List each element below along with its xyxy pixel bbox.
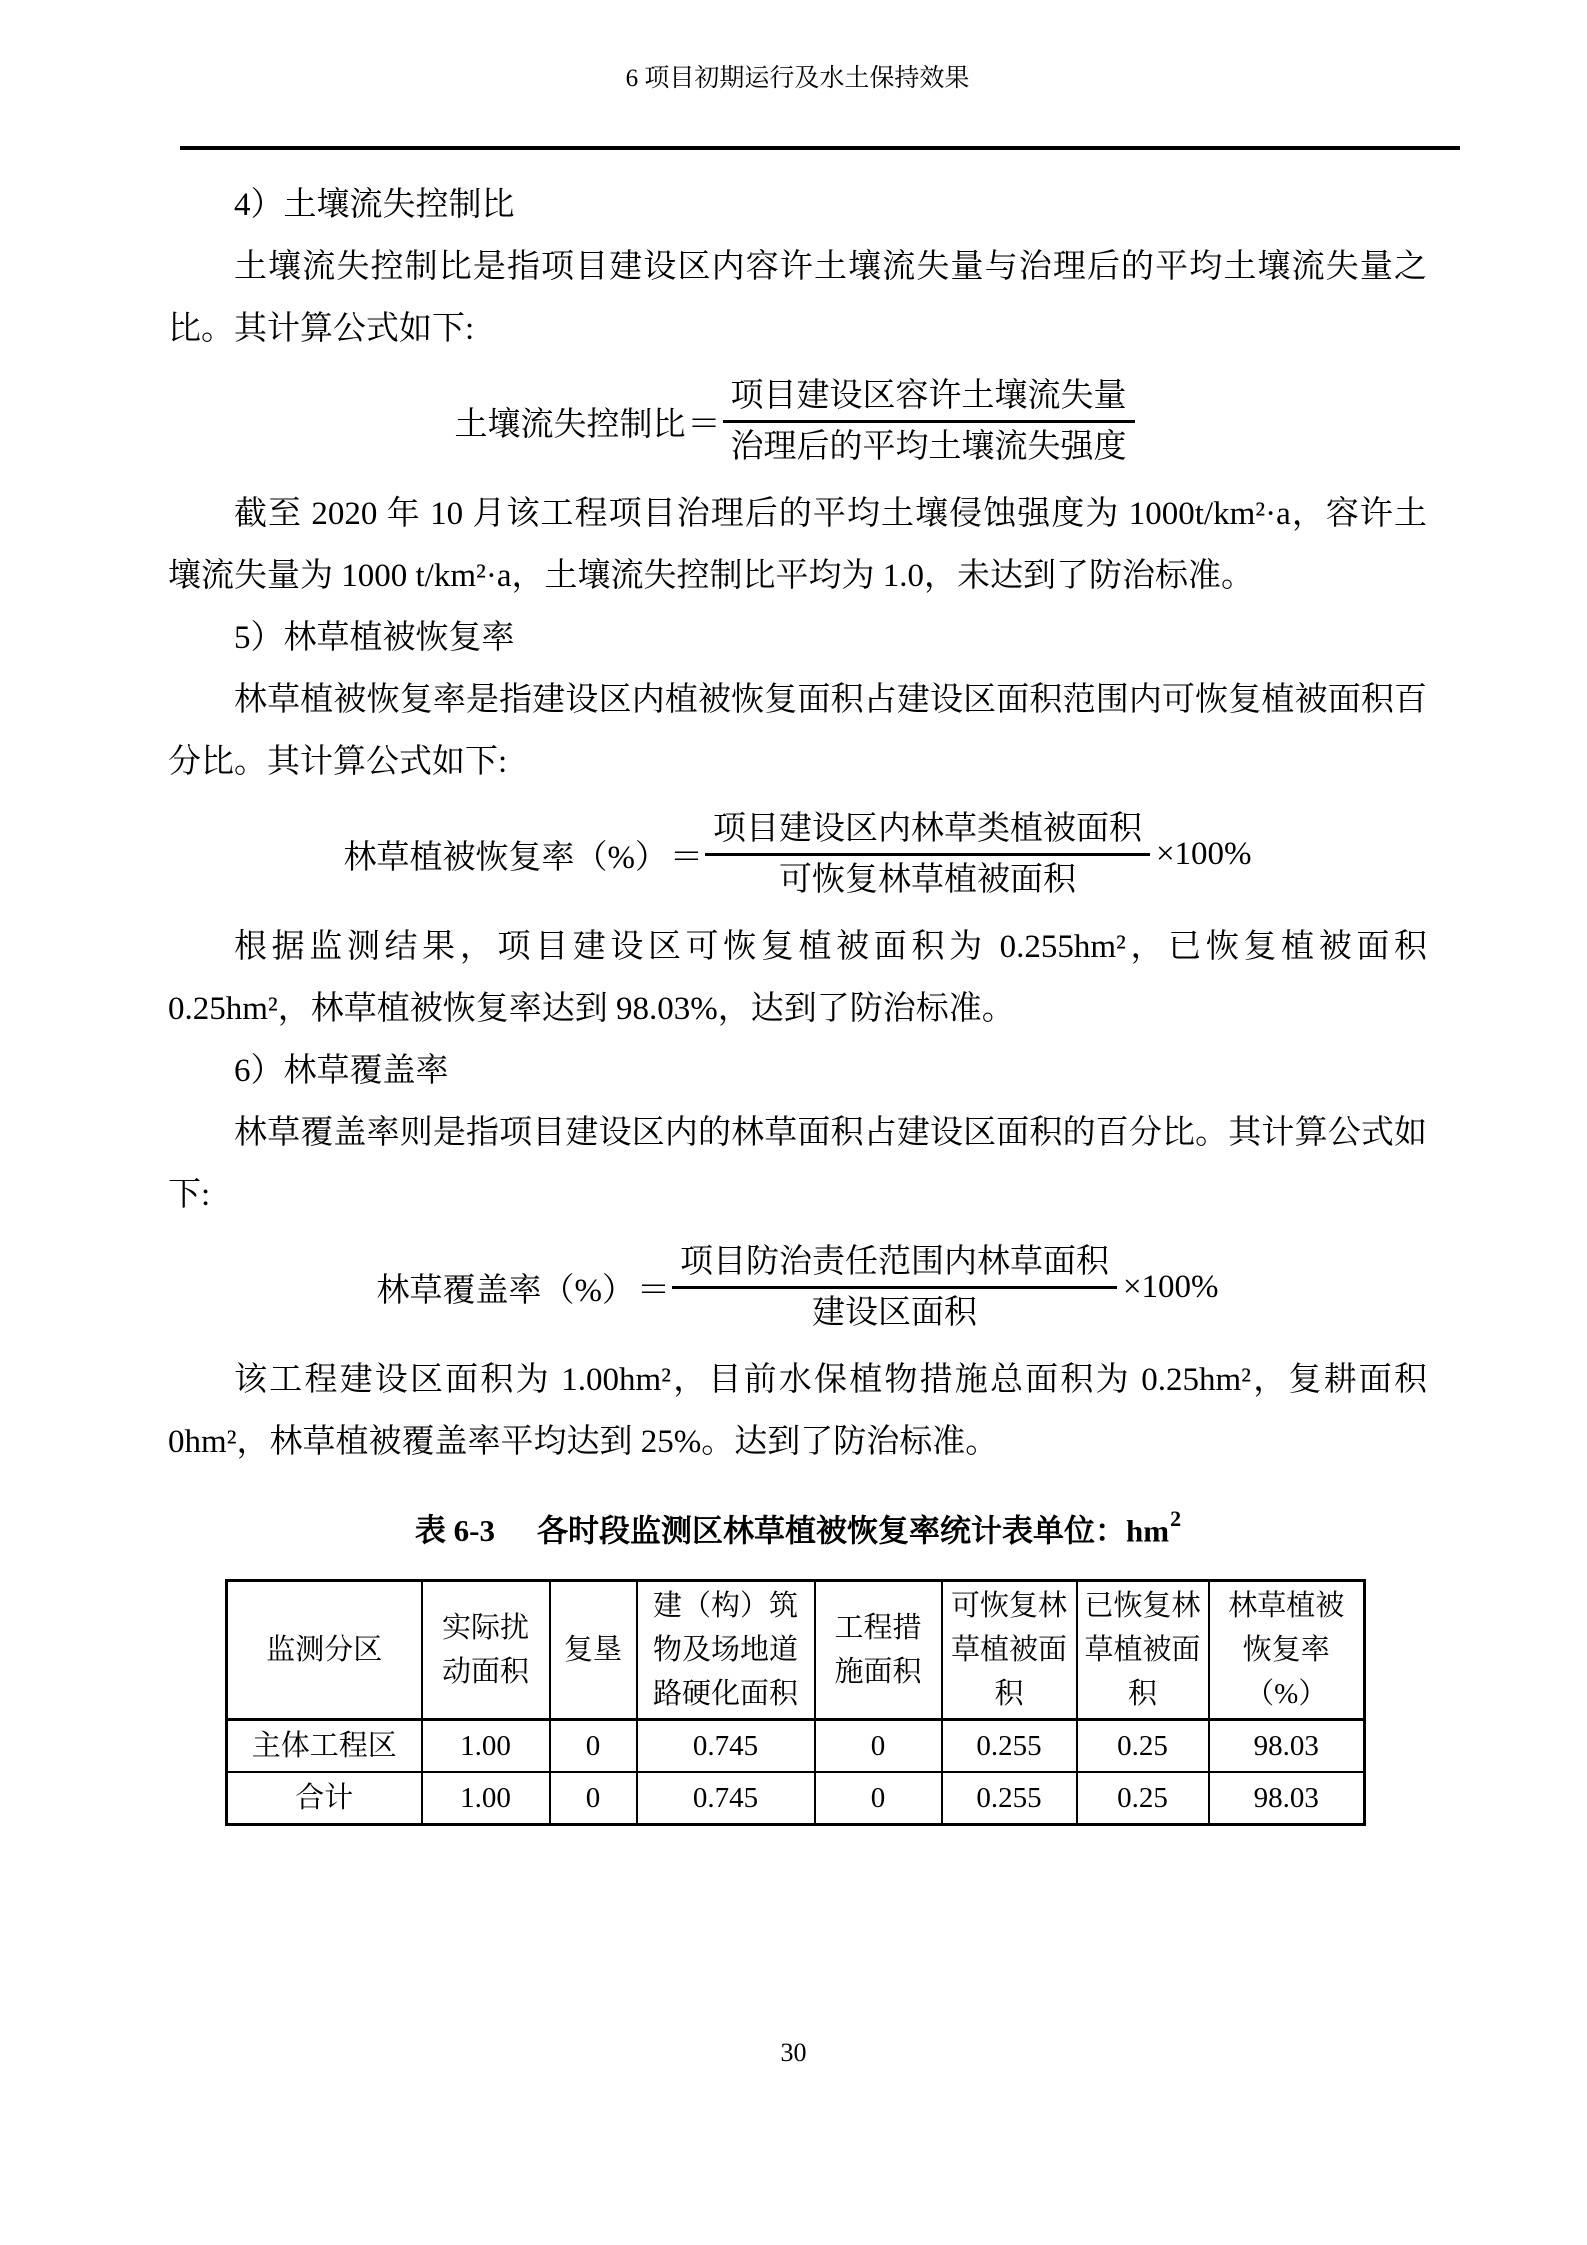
formula-vegetation-recovery-rate: [168, 805, 1427, 904]
table-cell: 合计: [227, 1772, 422, 1825]
section-vegetation-recovery-rate: [168, 607, 1427, 1040]
table-cell: 0.255: [942, 1772, 1077, 1825]
table-header-cell: 复垦: [550, 1581, 637, 1720]
table-header-cell: 建（构）筑物及场地道路硬化面积: [637, 1581, 815, 1720]
table-row: [227, 1772, 1365, 1825]
denominator: 可恢复林草植被面积: [778, 862, 1076, 898]
formula-suffix: ×100%: [1122, 1269, 1219, 1305]
table-label: 表 6-3: [414, 1513, 495, 1549]
table-header-cell: 监测分区: [227, 1581, 422, 1720]
table-cell: 0: [815, 1720, 942, 1773]
section-heading: 4）土壤流失控制比: [234, 187, 515, 223]
page-header-title: 6 项目初期运行及水土保持效果: [625, 65, 970, 92]
fraction: [672, 1238, 1117, 1337]
denominator: 治理后的平均土壤流失强度: [730, 429, 1127, 465]
table-cell: 0: [815, 1772, 942, 1825]
table-cell: 0.25: [1077, 1772, 1209, 1825]
paragraph: 该工程建设区面积为 1.00hm²，目前水保植物措施总面积为 0.25hm²，复耕面积 0hm²，林草植被覆盖率平均达到 25%。达到了防治标准。: [168, 1362, 1427, 1460]
page-number: 30: [780, 2038, 807, 2067]
paragraph: 林草植被恢复率是指建设区内植被恢复面积占建设区面积范围内可恢复植被面积百分比。其计算公式如下:: [168, 682, 1427, 780]
table-header-cell: 可恢复林草植被面积: [942, 1581, 1077, 1720]
formula-soil-loss-control-ratio: [168, 372, 1427, 471]
formula-lhs: 土壤流失控制比: [454, 407, 686, 443]
table-header-cell: 林草植被恢复率（%）: [1209, 1581, 1365, 1720]
numerator: 项目建设区内林草类植被面积: [705, 805, 1150, 856]
table-row: [227, 1720, 1365, 1773]
numerator: 项目建设区容许土壤流失量: [723, 372, 1135, 423]
table-cell: 0.25: [1077, 1720, 1209, 1773]
section-heading: 6）林草覆盖率: [234, 1053, 449, 1089]
stats-table: [225, 1579, 1366, 1826]
section-heading: 5）林草植被恢复率: [234, 620, 515, 656]
paragraph: 截至 2020 年 10 月该工程项目治理后的平均土壤侵蚀强度为 1000t/km²·a，容许土壤流失量为 1000 t/km²·a，土壤流失控制比平均为 1.0，未达到了防治标准。: [168, 496, 1427, 594]
formula-equals: ＝: [636, 1273, 670, 1309]
table-caption: [168, 1501, 1427, 1553]
table-cell: 0: [550, 1772, 637, 1825]
table-title: 各时段监测区林草植被恢复率统计表单位：hm: [537, 1513, 1170, 1549]
formula-lhs: 林草覆盖率（%）: [376, 1273, 635, 1309]
paragraph: 根据监测结果，项目建设区可恢复植被面积为 0.255hm²，已恢复植被面积 0.25hm²，林草植被恢复率达到 98.03%，达到了防治标准。: [168, 929, 1427, 1027]
table-header-row: [227, 1581, 1365, 1720]
paragraph: 林草覆盖率则是指项目建设区内的林草面积占建设区面积的百分比。其计算公式如下:: [168, 1115, 1427, 1213]
table-header-cell: 实际扰动面积: [422, 1581, 550, 1720]
table-cell: 1.00: [422, 1720, 550, 1773]
table-cell: 98.03: [1209, 1720, 1365, 1773]
fraction: [705, 805, 1150, 904]
table-header-cell: 已恢复林草植被面积: [1077, 1581, 1209, 1720]
table-cell: 0.745: [637, 1720, 815, 1773]
formula-equals: ＝: [669, 840, 703, 876]
formula-suffix: ×100%: [1155, 836, 1252, 872]
formula-vegetation-coverage-rate: [168, 1238, 1427, 1337]
table-cell: 98.03: [1209, 1772, 1365, 1825]
fraction: [723, 372, 1135, 471]
section-vegetation-coverage-rate: [168, 1040, 1427, 1473]
table-header-cell: 工程措施面积: [815, 1581, 942, 1720]
table-cell: 0: [550, 1720, 637, 1773]
table-cell: 0.255: [942, 1720, 1077, 1773]
table-cell: 0.745: [637, 1772, 815, 1825]
table-unit-superscript: 2: [1170, 1506, 1182, 1531]
formula-lhs: 林草植被恢复率（%）: [343, 840, 668, 876]
table-cell: 主体工程区: [227, 1720, 422, 1773]
formula-equals: ＝: [687, 407, 721, 443]
page-content: [168, 174, 1427, 1826]
section-soil-loss-control-ratio: [168, 174, 1427, 607]
table-cell: 1.00: [422, 1772, 550, 1825]
header-rule: [180, 146, 1460, 150]
denominator: 建设区面积: [811, 1295, 977, 1331]
numerator: 项目防治责任范围内林草面积: [672, 1238, 1117, 1289]
paragraph: 土壤流失控制比是指项目建设区内容许土壤流失量与治理后的平均土壤流失量之比。其计算公式如下:: [168, 249, 1427, 347]
